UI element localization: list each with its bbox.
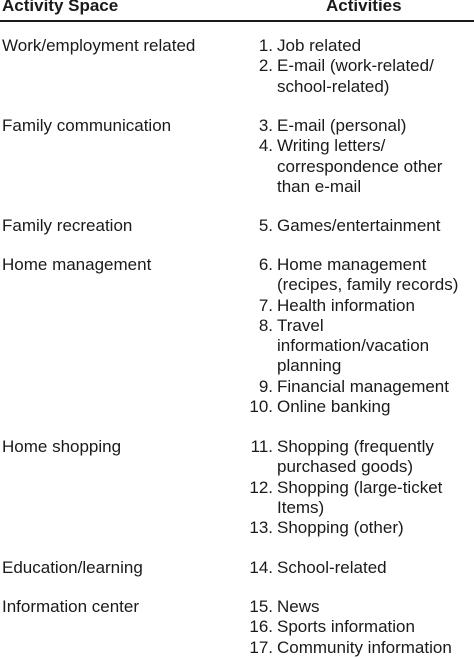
activity-text-line: Online banking (277, 397, 391, 417)
activity-number: 2. (258, 56, 273, 76)
activity-number: 3. (258, 116, 273, 135)
activity-item (240, 397, 474, 417)
activities-list (240, 437, 474, 538)
table-header (0, 0, 474, 18)
activity-text-line: News (277, 597, 320, 616)
column-header-activities: Activities (326, 0, 402, 15)
activity-item (240, 116, 474, 136)
activity-text-line: Shopping (frequently (277, 437, 434, 456)
activity-space-label: Home shopping (2, 437, 122, 456)
activity-text-line: Games/entertainment (277, 216, 441, 235)
activity-text-line: Writing letters/ (277, 136, 386, 156)
activity-number: 12. (249, 477, 273, 497)
activity-number: 7. (258, 295, 273, 315)
activity-text-line: Home management (277, 255, 427, 274)
activity-item (240, 296, 474, 316)
activity-text-line: Items) (277, 497, 325, 517)
activity-item (240, 377, 474, 397)
activity-number: 14. (249, 558, 273, 577)
activity-number: 11. (250, 437, 273, 456)
activity-text-line: Health information (277, 295, 415, 315)
activity-text-line: information/vacation (277, 336, 430, 356)
activity-item (240, 216, 474, 236)
activity-text-line: planning (277, 356, 342, 376)
activity-item (240, 518, 474, 538)
activities-list (240, 116, 474, 197)
activity-number: 16. (249, 617, 273, 637)
activity-text-line: E-mail (personal) (277, 116, 407, 135)
activity-text-line: school-related) (277, 76, 390, 96)
activity-text-line: purchased goods) (277, 457, 414, 477)
activity-text-line: Sports information (277, 617, 415, 637)
activity-text-line: E-mail (work-related/ (277, 56, 434, 76)
activity-space-label: Family recreation (2, 216, 133, 235)
activity-text-line: School-related (277, 558, 387, 577)
activities-list (240, 597, 474, 658)
activity-space-label: Education/learning (2, 558, 143, 577)
activity-item (240, 36, 474, 56)
activity-item (240, 617, 474, 637)
activity-text-line: correspondence other (277, 156, 443, 176)
activity-number: 17. (249, 637, 273, 657)
activity-item (240, 56, 474, 97)
activity-item (240, 255, 474, 296)
activity-item (240, 597, 474, 617)
activity-item (240, 478, 474, 519)
activity-item (240, 136, 474, 197)
activity-text-line: Financial management (277, 376, 449, 396)
activity-number: 5. (258, 216, 273, 235)
activity-text-line: Job related (277, 36, 362, 55)
activity-number: 6. (258, 255, 273, 274)
activity-number: 10. (249, 397, 273, 417)
activity-space-label: Work/employment related (2, 36, 196, 55)
activity-text-line: (recipes, family records) (277, 275, 459, 295)
activity-number: 13. (249, 518, 273, 538)
activity-number: 9. (258, 376, 273, 396)
activity-item (240, 638, 474, 658)
activity-space-label: Home management (2, 255, 152, 274)
activities-list (240, 216, 474, 236)
activity-text-line: than e-mail (277, 176, 362, 196)
activity-number: 15. (249, 597, 273, 616)
activity-space-label: Information center (2, 597, 140, 616)
activity-item (240, 437, 474, 478)
activity-item (240, 558, 474, 578)
activity-text-line: Shopping (large-ticket (277, 477, 443, 497)
activity-text-line: Shopping (other) (277, 518, 404, 538)
activity-text-line: Community information (277, 637, 452, 657)
activity-number: 8. (258, 315, 273, 335)
activity-item (240, 316, 474, 377)
column-header-activity-space: Activity Space (2, 0, 119, 15)
header-rule (0, 20, 474, 22)
activity-space-label: Family communication (2, 116, 172, 135)
activity-number: 1. (258, 36, 273, 55)
activities-list (240, 36, 474, 97)
activity-text-line: Travel (277, 315, 324, 335)
activities-list (240, 558, 474, 578)
activity-number: 4. (258, 136, 273, 156)
activities-list (240, 255, 474, 417)
